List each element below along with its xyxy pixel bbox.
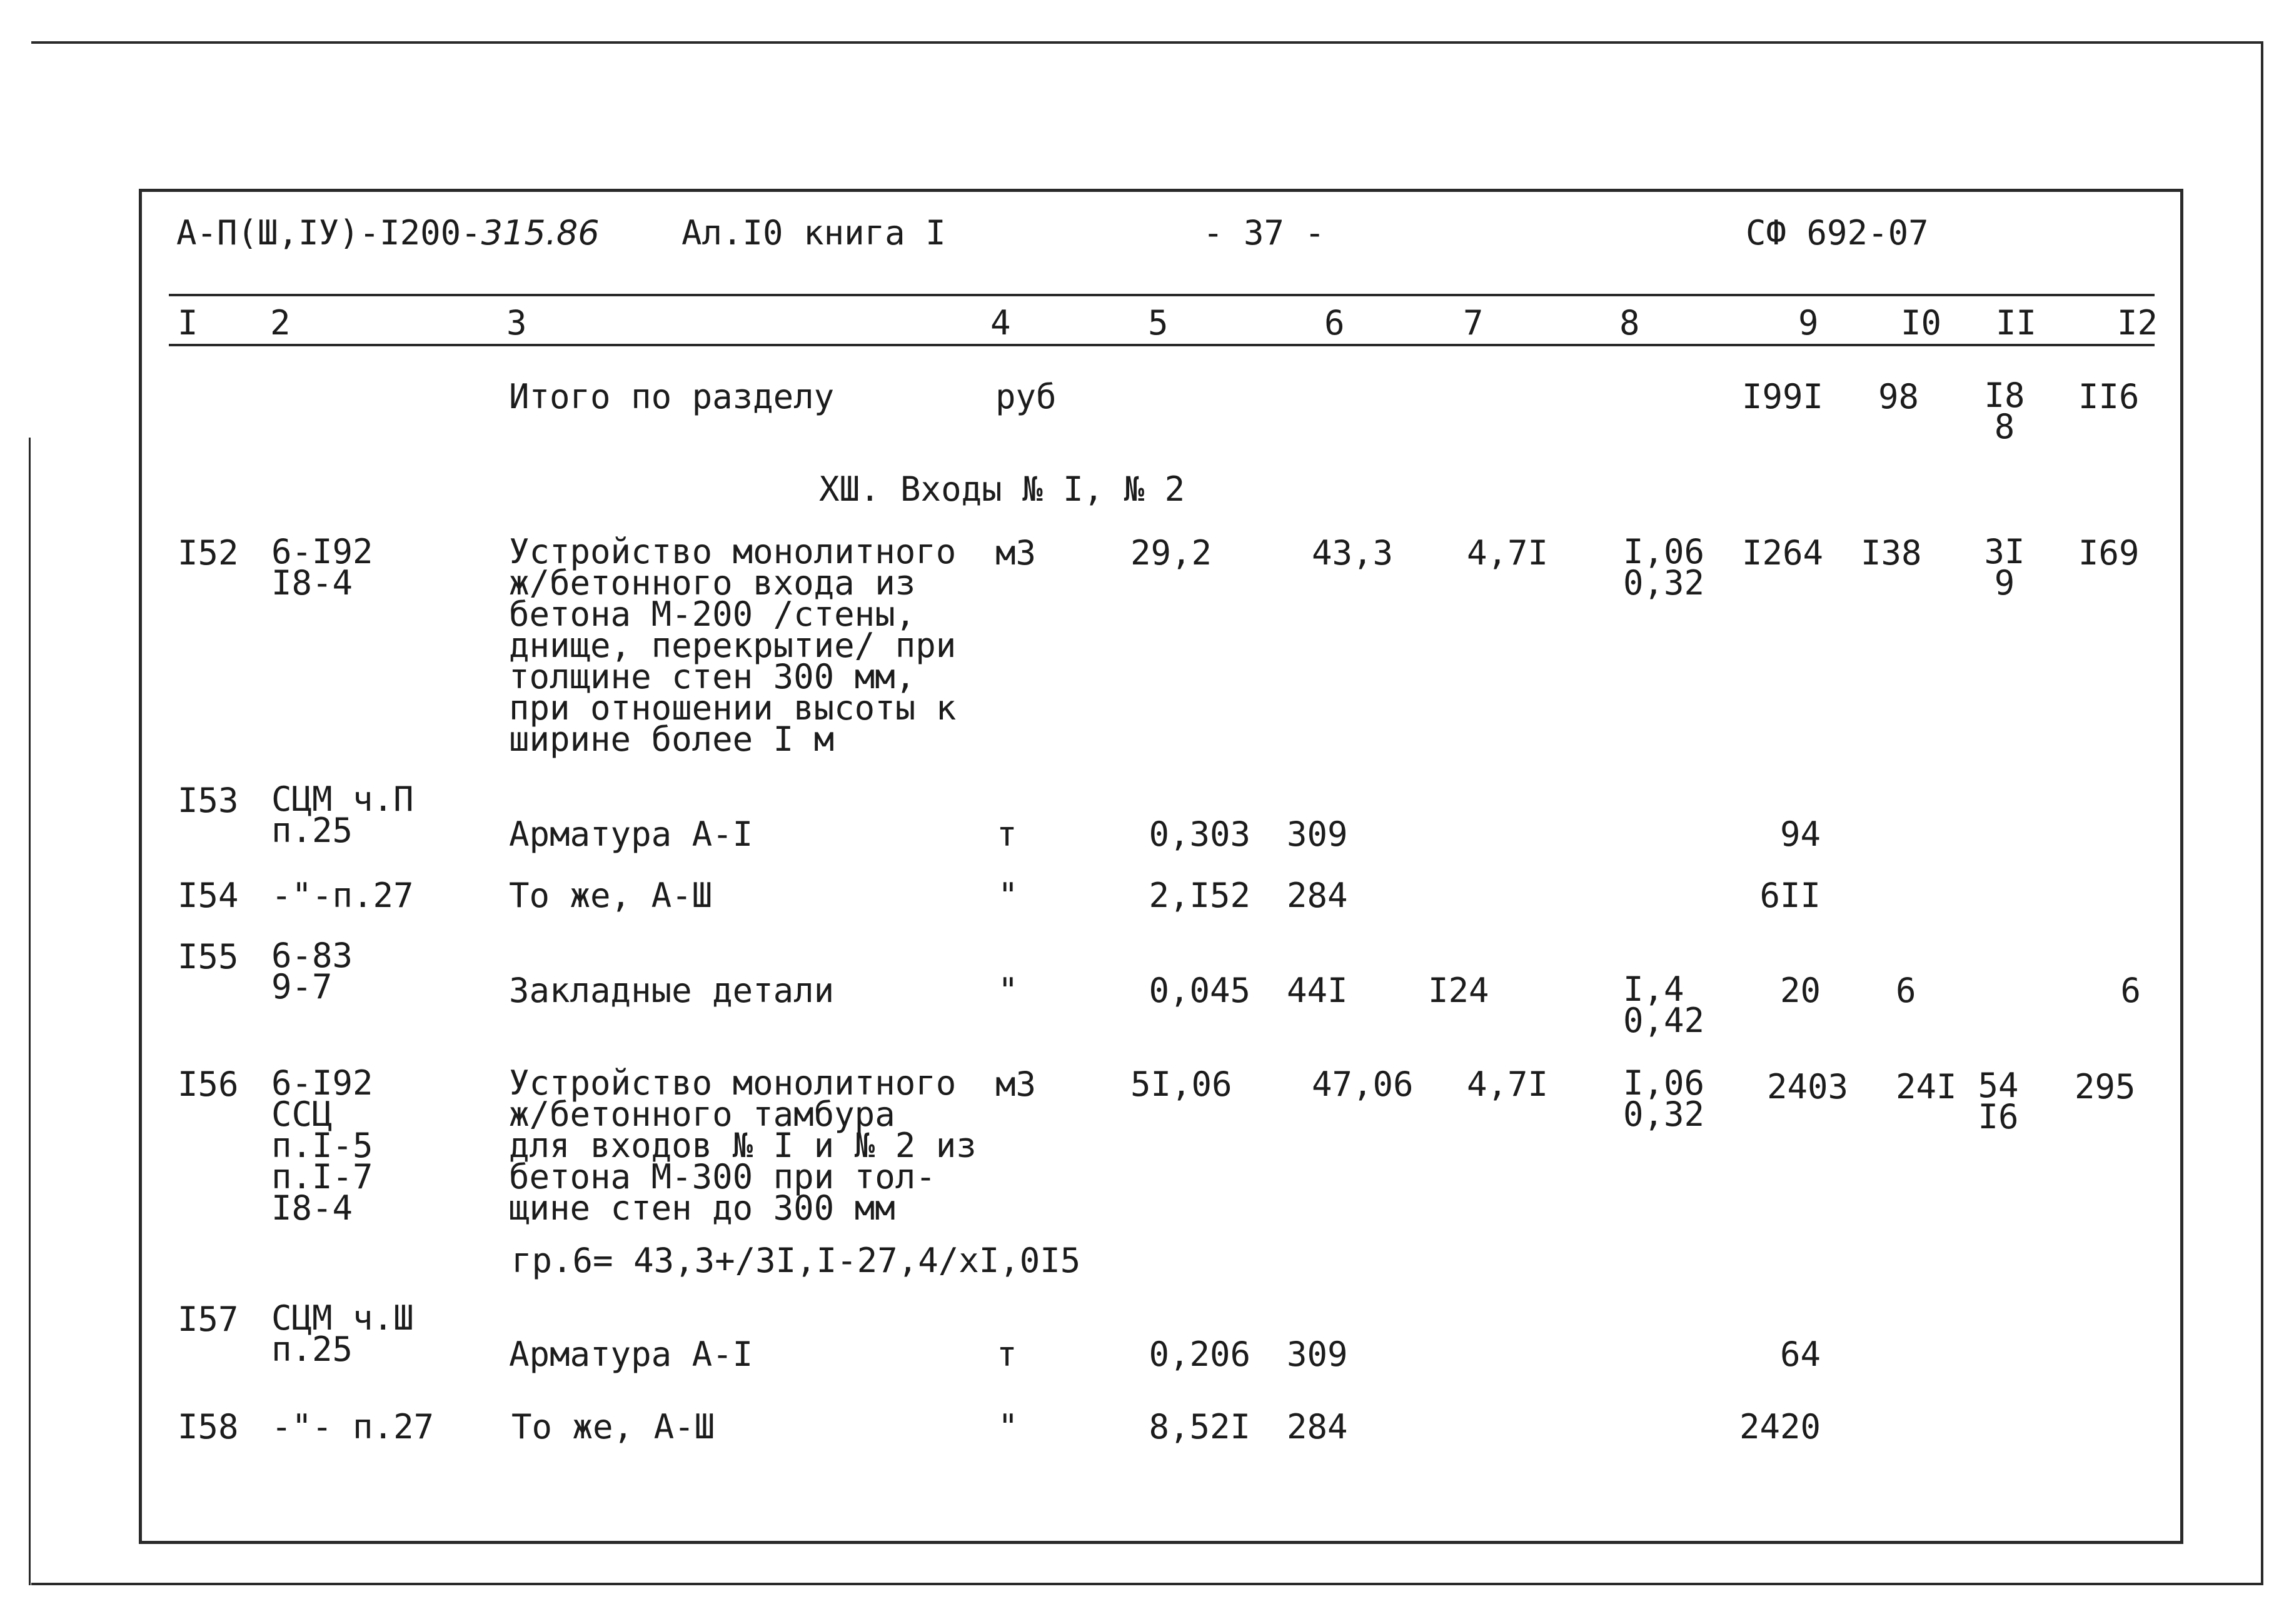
sheet-left-rule bbox=[29, 438, 31, 1585]
row-152-col6: 43,3 bbox=[1312, 533, 1394, 573]
row-152-col10: I38 bbox=[1861, 533, 1922, 573]
column-header-1: I bbox=[178, 303, 198, 343]
sheet-bottom-rule bbox=[31, 1583, 2263, 1585]
page-number: - 37 - bbox=[1203, 213, 1326, 253]
row-155-number: I55 bbox=[178, 937, 239, 976]
row-154-description: То же, А-Ш bbox=[509, 876, 713, 915]
column-header-5: 5 bbox=[1148, 303, 1169, 343]
row-158-col9: 2420 bbox=[1739, 1407, 1821, 1446]
column-header-10: I0 bbox=[1901, 303, 1942, 343]
column-header-3: 3 bbox=[506, 303, 527, 343]
row-158-code: -"- п.27 bbox=[271, 1407, 435, 1446]
row-155-col7: I24 bbox=[1428, 971, 1489, 1010]
row-156-col5: 5I,06 bbox=[1130, 1065, 1232, 1104]
column-header-9: 9 bbox=[1798, 303, 1819, 343]
row-156-col11: 54 I6 bbox=[1978, 1066, 2019, 1136]
row-155-col9: 20 bbox=[1779, 971, 1821, 1010]
row-156-col9: 2403 bbox=[1767, 1067, 1849, 1106]
row-155-col6: 44I bbox=[1287, 971, 1348, 1010]
row-154-col9: 6II bbox=[1759, 876, 1821, 915]
row-152-col5: 29,2 bbox=[1130, 533, 1212, 573]
row-157-col5: 0,206 bbox=[1149, 1335, 1250, 1374]
total-col11: I8 8 bbox=[1984, 376, 2025, 446]
row-153-unit: т bbox=[997, 815, 1017, 854]
total-col12: II6 bbox=[2078, 377, 2140, 416]
row-156-col6: 47,06 bbox=[1312, 1065, 1414, 1104]
row-155-col10: 6 bbox=[1896, 971, 1916, 1010]
row-157-number: I57 bbox=[178, 1300, 239, 1339]
row-152-col9: I264 bbox=[1742, 533, 1824, 573]
row-156-col10: 24I bbox=[1896, 1067, 1957, 1106]
row-158-col5: 8,52I bbox=[1149, 1407, 1250, 1446]
row-157-col9: 64 bbox=[1779, 1335, 1821, 1374]
row-155-description: Закладные детали bbox=[509, 971, 835, 1010]
column-header-4: 4 bbox=[990, 303, 1011, 343]
row-153-col6: 309 bbox=[1287, 815, 1348, 854]
row-153-col5: 0,303 bbox=[1149, 815, 1250, 854]
row-154-col6: 284 bbox=[1287, 876, 1348, 915]
sheet-top-rule bbox=[31, 41, 2263, 44]
row-153-description: Арматура А-I bbox=[509, 815, 753, 854]
doc-code bbox=[176, 213, 600, 253]
row-154-code: -"-п.27 bbox=[271, 876, 414, 915]
row-158-number: I58 bbox=[178, 1407, 239, 1446]
column-header-8: 8 bbox=[1619, 303, 1640, 343]
row-153-number: I53 bbox=[178, 781, 239, 820]
column-header-6: 6 bbox=[1324, 303, 1345, 343]
column-header-12: I2 bbox=[2117, 303, 2158, 343]
column-header-11: II bbox=[1996, 303, 2037, 343]
column-header-7: 7 bbox=[1463, 303, 1484, 343]
row-155-unit: " bbox=[998, 971, 1019, 1010]
row-156-description: Устройство монолитного ж/бетонного тамбура для входов № I и № 2 из бетона М-300 при тол- щине стен до 300 мм bbox=[509, 1063, 977, 1228]
album-label: Ал.I0 книга I bbox=[682, 213, 946, 253]
stamp-code: СФ 692-07 bbox=[1746, 213, 1929, 253]
section-title: ХШ. Входы № I, № 2 bbox=[819, 469, 1185, 509]
row-152-col8: I,06 0,32 bbox=[1623, 532, 1705, 603]
row-158-description: То же, А-Ш bbox=[511, 1407, 715, 1446]
row-152-col12: I69 bbox=[2078, 533, 2140, 573]
row-152-number: I52 bbox=[178, 533, 239, 573]
column-header-bottom-rule bbox=[169, 344, 2155, 346]
row-158-col6: 284 bbox=[1287, 1407, 1348, 1446]
row-156-formula: гр.6= 43,3+/3I,I-27,4/хI,0I5 bbox=[511, 1241, 1081, 1280]
total-col9: I99I bbox=[1742, 377, 1824, 416]
row-153-col9: 94 bbox=[1779, 815, 1821, 854]
row-152-col11: 3I 9 bbox=[1984, 532, 2025, 603]
row-155-code: 6-83 9-7 bbox=[271, 936, 353, 1006]
sheet-right-rule bbox=[2261, 41, 2263, 1585]
row-152-col7: 4,7I bbox=[1467, 533, 1549, 573]
doc-code-handwritten: 315.86 bbox=[481, 213, 600, 253]
row-152-code: 6-I92 I8-4 bbox=[271, 532, 373, 603]
row-154-col5: 2,I52 bbox=[1149, 876, 1250, 915]
row-155-col12: 6 bbox=[2120, 971, 2141, 1010]
row-156-col8: I,06 0,32 bbox=[1623, 1063, 1705, 1134]
row-157-col6: 309 bbox=[1287, 1335, 1348, 1374]
row-152-unit: м3 bbox=[995, 533, 1037, 573]
row-155-col8: I,4 0,42 bbox=[1623, 970, 1705, 1040]
row-158-unit: " bbox=[998, 1407, 1019, 1446]
row-155-col5: 0,045 bbox=[1149, 971, 1250, 1010]
row-156-col7: 4,7I bbox=[1467, 1065, 1549, 1104]
doc-code-typed: А-П(Ш,IУ)-I200- bbox=[176, 213, 481, 253]
row-153-code: СЦМ ч.П п.25 bbox=[271, 779, 414, 850]
row-156-col12: 295 bbox=[2075, 1067, 2136, 1106]
row-156-code: 6-I92 ССЦ п.I-5 п.I-7 I8-4 bbox=[271, 1063, 373, 1228]
total-col10: 98 bbox=[1878, 377, 1919, 416]
row-156-number: I56 bbox=[178, 1065, 239, 1104]
row-157-code: СЦМ ч.Ш п.25 bbox=[271, 1298, 414, 1369]
row-154-unit: " bbox=[998, 876, 1019, 915]
row-152-description: Устройство монолитного ж/бетонного входа из бетона М-200 /стены, днище, перекрытие/ при толщине стен 300 мм, при отношении высоты к ширине более I м bbox=[509, 532, 957, 759]
row-154-number: I54 bbox=[178, 876, 239, 915]
row-157-description: Арматура А-I bbox=[509, 1335, 753, 1374]
total-unit: руб bbox=[995, 377, 1057, 416]
column-header-2: 2 bbox=[270, 303, 291, 343]
row-157-unit: т bbox=[997, 1335, 1017, 1374]
row-156-unit: м3 bbox=[995, 1065, 1037, 1104]
column-header-top-rule bbox=[169, 294, 2155, 296]
total-description: Итого по разделу bbox=[509, 377, 835, 416]
